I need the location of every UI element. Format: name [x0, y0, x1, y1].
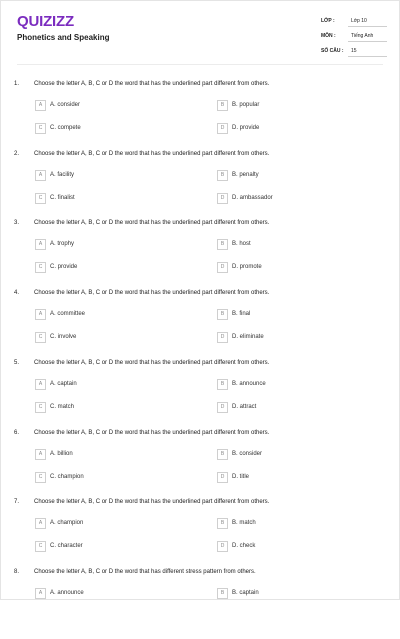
answer-option[interactable]	[217, 239, 367, 252]
option-text: B. penalty	[232, 171, 259, 178]
option-text: A. announce	[50, 589, 84, 596]
option-text: B. final	[232, 311, 251, 318]
answer-option[interactable]	[35, 309, 185, 322]
answer-option[interactable]	[35, 518, 185, 531]
question-text: Choose the letter A, B, C or D the word that has the underlined part different from others.	[34, 499, 270, 506]
question-number: 3.	[14, 220, 20, 227]
answer-option[interactable]	[35, 332, 185, 345]
option-text: A. champion	[50, 520, 84, 527]
option-text: C. finalist	[50, 194, 75, 201]
answer-option[interactable]	[217, 170, 367, 183]
header-divider	[17, 64, 383, 65]
option-letter-box[interactable]: D	[217, 402, 228, 413]
question-3	[0, 220, 400, 290]
question-4	[0, 290, 400, 360]
option-letter-box[interactable]: D	[217, 193, 228, 204]
option-text: D. check	[232, 543, 256, 550]
question-number: 6.	[14, 429, 20, 436]
worksheet-header	[0, 0, 400, 70]
answer-option[interactable]	[35, 449, 185, 462]
option-letter-box[interactable]: A	[35, 239, 46, 250]
info-value: 15	[348, 45, 387, 57]
option-text: D. ambassador	[232, 194, 273, 201]
option-text: C. character	[50, 543, 83, 550]
option-text: A. facility	[50, 171, 75, 178]
option-letter-box[interactable]: A	[35, 518, 46, 529]
option-text: D. promote	[232, 264, 262, 271]
answer-option[interactable]	[217, 332, 367, 345]
question-number: 2.	[14, 150, 20, 157]
option-text: A. captain	[50, 380, 77, 387]
answer-option[interactable]	[35, 170, 185, 183]
option-letter-box[interactable]: C	[35, 123, 46, 134]
quizizz-logo: QUIZIZZ	[17, 13, 74, 30]
quiz-title: Phonetics and Speaking	[17, 33, 110, 42]
option-letter-box[interactable]: B	[217, 518, 228, 529]
option-letter-box[interactable]: D	[217, 541, 228, 552]
option-text: D. attract	[232, 403, 257, 410]
question-2	[0, 151, 400, 221]
option-letter-box[interactable]: A	[35, 100, 46, 111]
option-text: B. consider	[232, 450, 263, 457]
option-text: C. provide	[50, 264, 78, 271]
option-letter-box[interactable]: C	[35, 402, 46, 413]
question-number: 7.	[14, 499, 20, 506]
question-8	[0, 569, 400, 639]
answer-option[interactable]	[35, 379, 185, 392]
option-text: B. host	[232, 241, 251, 248]
option-text: A. committee	[50, 311, 86, 318]
option-text: B. captain	[232, 589, 259, 596]
option-letter-box[interactable]: A	[35, 309, 46, 320]
option-letter-box[interactable]: B	[217, 588, 228, 599]
answer-option[interactable]	[35, 123, 185, 136]
answer-option[interactable]	[35, 193, 185, 206]
question-1	[0, 81, 400, 151]
info-row-class	[321, 15, 388, 28]
question-number: 4.	[14, 290, 20, 297]
option-letter-box[interactable]: B	[217, 170, 228, 181]
info-label: LỚP :	[321, 18, 335, 24]
answer-option[interactable]	[35, 472, 185, 485]
option-letter-box[interactable]: C	[35, 332, 46, 343]
info-row-question-count	[321, 45, 388, 58]
option-letter-box[interactable]: C	[35, 193, 46, 204]
answer-option[interactable]	[217, 449, 367, 462]
option-text: B. announce	[232, 380, 266, 387]
answer-option[interactable]	[35, 541, 185, 554]
info-label: SỐ CÂU :	[321, 48, 344, 54]
answer-option[interactable]	[35, 262, 185, 275]
option-text: B. popular	[232, 102, 260, 108]
option-letter-box[interactable]: A	[35, 588, 46, 599]
answer-option[interactable]	[35, 100, 185, 113]
option-text: C. champion	[50, 473, 84, 480]
question-number: 5.	[14, 359, 20, 366]
info-label: MÔN :	[321, 33, 336, 39]
question-6	[0, 430, 400, 500]
question-number: 8.	[14, 568, 20, 575]
option-letter-box[interactable]: B	[217, 100, 228, 111]
option-text: D. provide	[232, 125, 260, 131]
answer-option[interactable]	[35, 402, 185, 415]
answer-option[interactable]	[35, 588, 185, 601]
option-text: A. consider	[50, 102, 81, 108]
question-7	[0, 499, 400, 569]
info-value: Tiếng Anh	[348, 30, 387, 42]
info-box	[313, 12, 388, 58]
option-text: B. match	[232, 520, 256, 527]
info-row-subject	[321, 30, 388, 43]
option-text: A. trophy	[50, 241, 75, 248]
answer-option[interactable]	[217, 262, 367, 275]
option-letter-box[interactable]: D	[217, 123, 228, 134]
answer-option[interactable]	[217, 541, 367, 554]
question-5	[0, 360, 400, 430]
option-letter-box[interactable]: B	[217, 449, 228, 460]
question-text: Choose the letter A, B, C or D the word that has the underlined part different from others.	[34, 359, 270, 366]
answer-option[interactable]	[217, 123, 367, 136]
answer-option[interactable]	[217, 193, 367, 206]
answer-option[interactable]	[217, 100, 367, 113]
option-letter-box[interactable]: C	[35, 472, 46, 483]
option-letter-box[interactable]: A	[35, 170, 46, 181]
answer-option[interactable]	[217, 309, 367, 322]
option-letter-box[interactable]: C	[35, 541, 46, 552]
question-text: Choose the letter A, B, C or D the word that has the underlined part different from others.	[34, 150, 270, 157]
answer-option[interactable]	[217, 472, 367, 485]
option-letter-box[interactable]: D	[217, 472, 228, 483]
answer-option[interactable]	[35, 239, 185, 252]
option-letter-box[interactable]: A	[35, 449, 46, 460]
option-text: C. involve	[50, 334, 77, 341]
option-text: C. match	[50, 403, 75, 410]
option-letter-box[interactable]: D	[217, 332, 228, 343]
option-text: D. title	[232, 473, 250, 480]
option-letter-box[interactable]: A	[35, 379, 46, 390]
option-letter-box[interactable]: B	[217, 239, 228, 250]
option-text: D. eliminate	[232, 334, 264, 341]
option-letter-box[interactable]: D	[217, 262, 228, 273]
option-text: C. compete	[50, 125, 81, 131]
question-text: Choose the letter A, B, C or D the word that has the underlined part different from others.	[34, 290, 270, 297]
answer-option[interactable]	[217, 402, 367, 415]
question-text: Choose the letter A, B, C or D the word that has the underlined part different from others.	[34, 429, 270, 436]
question-number: 1.	[14, 81, 20, 87]
question-text: Choose the letter A, B, C or D the word that has the underlined part different from others.	[34, 220, 270, 227]
option-letter-box[interactable]: B	[217, 379, 228, 390]
question-text: Choose the letter A, B, C or D the word that has different stress pattern from others.	[34, 568, 256, 575]
option-text: A. billion	[50, 450, 73, 457]
answer-option[interactable]	[217, 518, 367, 531]
answer-option[interactable]	[217, 379, 367, 392]
info-value: Lớp 10	[348, 15, 387, 27]
option-letter-box[interactable]: B	[217, 309, 228, 320]
option-letter-box[interactable]: C	[35, 262, 46, 273]
answer-option[interactable]	[217, 588, 367, 601]
question-text: Choose the letter A, B, C or D the word that has the underlined part different from others.	[34, 81, 270, 87]
